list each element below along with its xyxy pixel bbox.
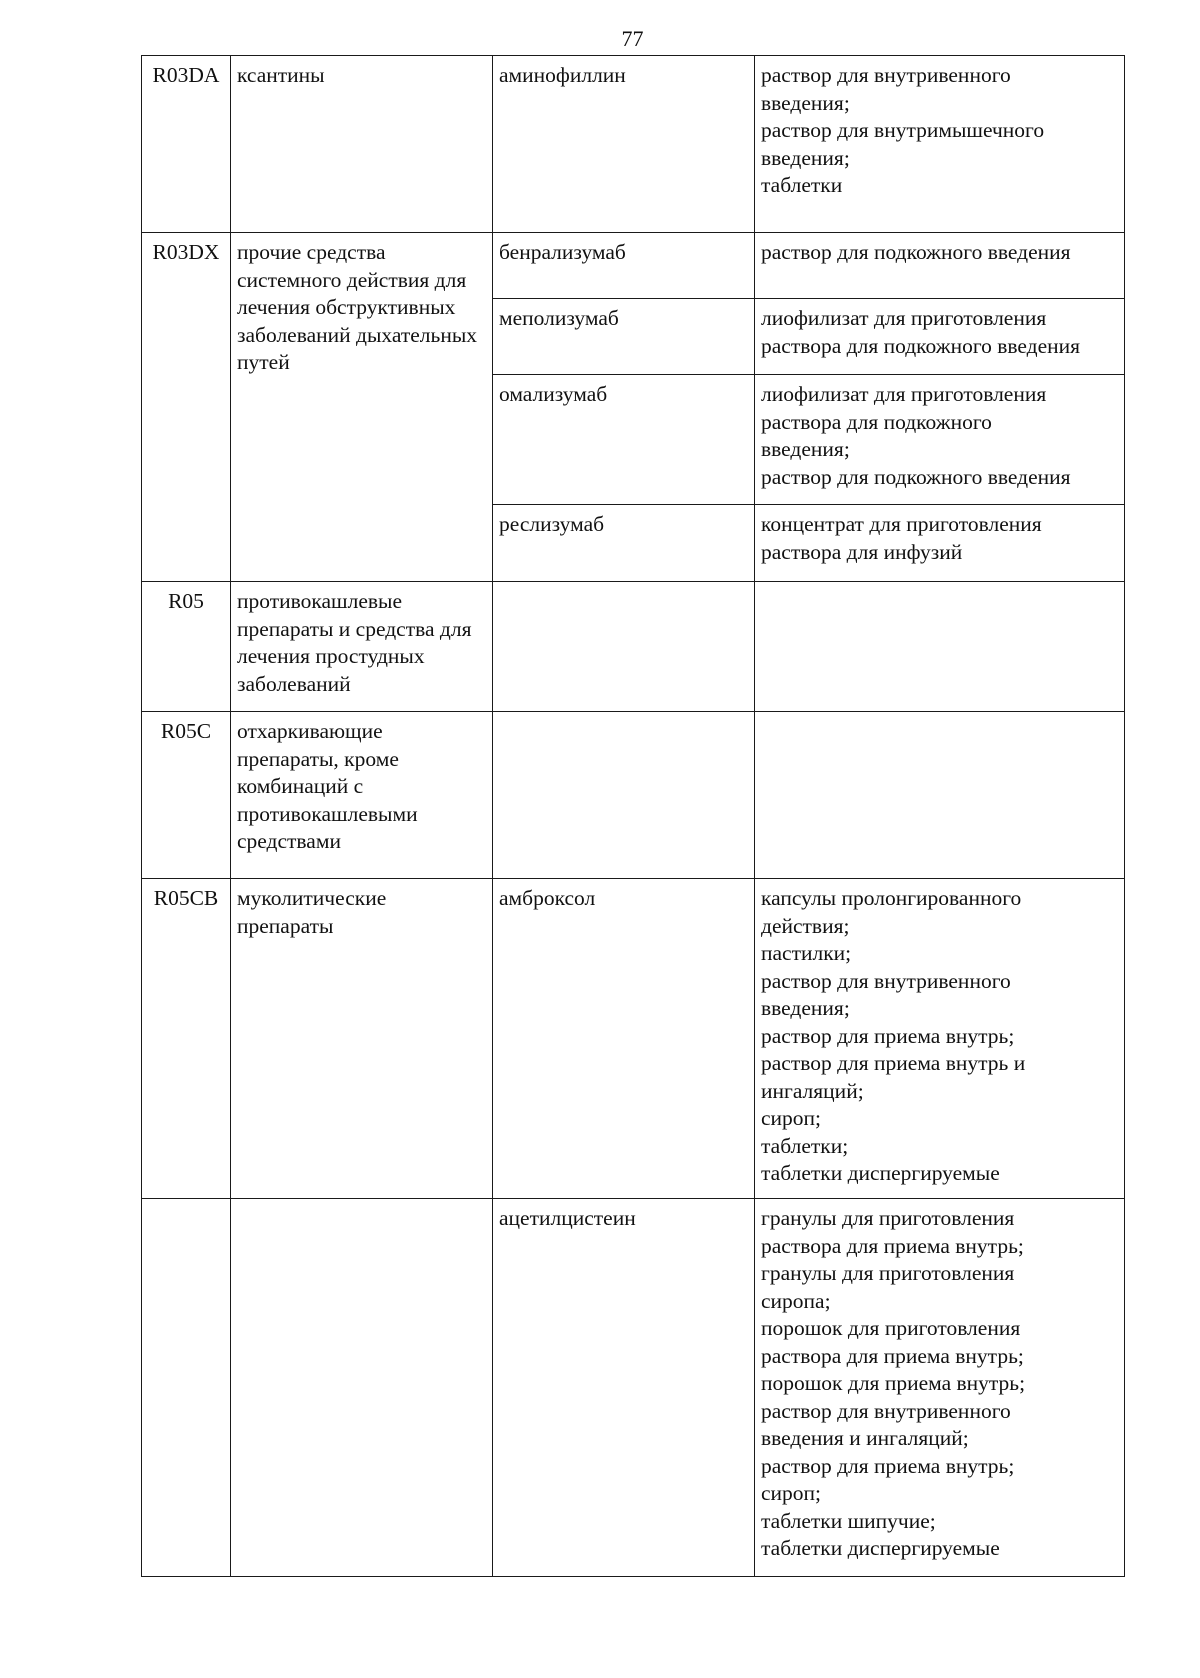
dosage-form-line: раствор для приема внутрь; xyxy=(761,1453,1015,1478)
drug-table xyxy=(141,55,1125,1577)
dosage-form-line: введения и ингаляций; xyxy=(761,1426,969,1450)
drug-name-cell: бенрализумаб xyxy=(493,233,755,299)
atc-code-cell: R05CB xyxy=(142,879,231,1199)
atc-code-cell: R03DA xyxy=(142,56,231,233)
table-row xyxy=(142,233,1125,299)
dosage-forms-cell xyxy=(755,879,1125,1199)
table-row xyxy=(142,1199,1125,1577)
dosage-form-line: раствор для внутривенного xyxy=(761,1398,1011,1423)
dosage-forms-cell xyxy=(755,299,1125,375)
dosage-form-line: раствор для подкожного введения xyxy=(761,240,1071,264)
dosage-form-line: раствора для инфузий xyxy=(761,539,963,564)
dosage-form-line: введения; xyxy=(761,90,850,115)
dosage-forms-cell xyxy=(755,375,1125,505)
dosage-form-line: раствор для приема внутрь и xyxy=(761,1051,1026,1075)
drug-name-cell: омализумаб xyxy=(493,375,755,505)
dosage-form-line: сиропа; xyxy=(761,1288,831,1313)
dosage-form-line: раствор для внутримышечного xyxy=(761,118,1045,142)
table-row xyxy=(142,56,1125,233)
dosage-form-line: раствор для внутривенного xyxy=(761,968,1011,993)
dosage-forms-cell xyxy=(755,582,1125,712)
dosage-form-line: ингаляций; xyxy=(761,1078,864,1103)
group-name-cell: противокашлевые препараты и средства для лечения простудных заболеваний xyxy=(231,582,493,712)
atc-code-cell: R05 xyxy=(142,582,231,712)
atc-code-cell: R03DX xyxy=(142,233,231,582)
dosage-form-line: порошок для приготовления xyxy=(761,1316,1021,1340)
drug-name-cell: меполизумаб xyxy=(493,299,755,375)
table-row xyxy=(142,582,1125,712)
dosage-forms-cell xyxy=(755,233,1125,299)
drug-name-cell xyxy=(493,712,755,879)
dosage-form-line: таблетки диспергируемые xyxy=(761,1161,1000,1185)
dosage-form-line: раствора для подкожного xyxy=(761,409,992,434)
dosage-form-line: раствор для подкожного введения xyxy=(761,464,1071,489)
dosage-form-line: гранулы для приготовления xyxy=(761,1261,1015,1285)
drug-name-cell: аминофиллин xyxy=(493,56,755,233)
dosage-form-line: сироп; xyxy=(761,1481,822,1505)
dosage-form-line: раствор для внутривенного xyxy=(761,63,1011,87)
dosage-form-line: лиофилизат для приготовления xyxy=(761,306,1047,330)
dosage-form-line: пастилки; xyxy=(761,941,852,965)
dosage-forms-cell xyxy=(755,1199,1125,1577)
dosage-form-line: гранулы для приготовления xyxy=(761,1206,1015,1230)
table-row xyxy=(142,712,1125,879)
atc-code-cell: R05C xyxy=(142,712,231,879)
dosage-form-line: введения; xyxy=(761,996,850,1020)
drug-name-cell: амброксол xyxy=(493,879,755,1199)
dosage-form-line: таблетки; xyxy=(761,1133,849,1158)
dosage-form-line: введения; xyxy=(761,145,850,170)
dosage-form-line: раствор для приема внутрь; xyxy=(761,1023,1015,1048)
dosage-form-line: раствора для подкожного введения xyxy=(761,333,1081,358)
dosage-form-line: действия; xyxy=(761,913,850,938)
dosage-form-line: таблетки шипучие; xyxy=(761,1508,936,1533)
drug-name-cell: реслизумаб xyxy=(493,505,755,582)
dosage-form-line: лиофилизат для приготовления xyxy=(761,382,1047,406)
dosage-form-line: таблетки xyxy=(761,173,843,197)
atc-code-cell xyxy=(142,1199,231,1577)
drug-name-cell: ацетилцистеин xyxy=(493,1199,755,1577)
drug-name-cell xyxy=(493,582,755,712)
dosage-forms-cell xyxy=(755,505,1125,582)
group-name-cell: отхаркивающие препараты, кроме комбинаций с противокашлевыми средствами xyxy=(231,712,493,879)
group-name-cell: муколитические препараты xyxy=(231,879,493,1199)
dosage-form-line: введения; xyxy=(761,437,850,461)
dosage-form-line: сироп; xyxy=(761,1106,822,1130)
dosage-form-line: концентрат для приготовления xyxy=(761,512,1042,536)
group-name-cell: ксантины xyxy=(231,56,493,233)
dosage-form-line: капсулы пролонгированного xyxy=(761,886,1022,910)
page-number: 77 xyxy=(621,26,644,51)
group-name-cell: прочие средства системного действия для лечения обструктивных заболеваний дыхательных путей xyxy=(231,233,493,582)
table-row xyxy=(142,879,1125,1199)
group-name-cell xyxy=(231,1199,493,1577)
dosage-forms-cell xyxy=(755,712,1125,879)
dosage-form-line: раствора для приема внутрь; xyxy=(761,1233,1024,1258)
dosage-form-line: таблетки диспергируемые xyxy=(761,1536,1000,1560)
dosage-form-line: порошок для приема внутрь; xyxy=(761,1371,1026,1395)
dosage-forms-cell xyxy=(755,56,1125,233)
dosage-form-line: раствора для приема внутрь; xyxy=(761,1343,1024,1368)
